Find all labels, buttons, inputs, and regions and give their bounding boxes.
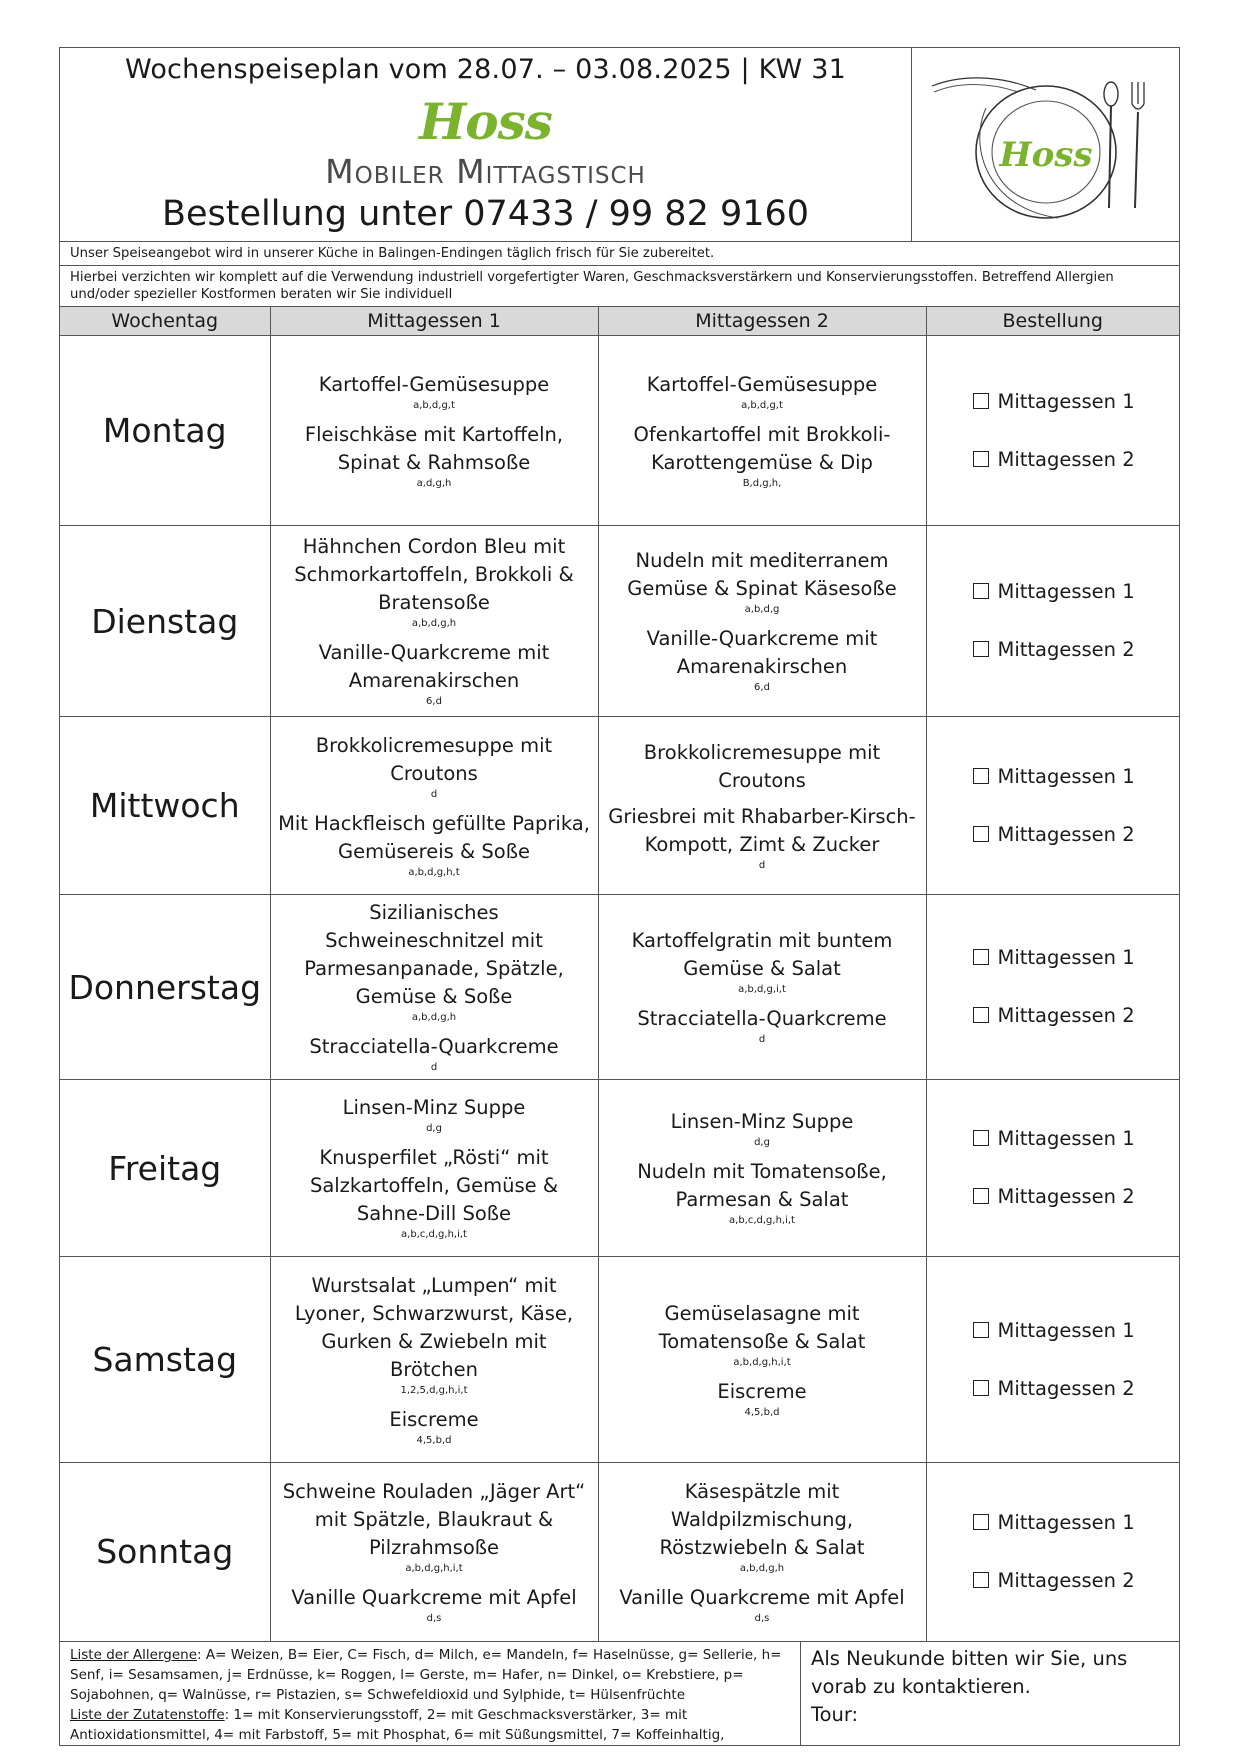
menu-body (60, 336, 1179, 1641)
order-option-label: Mittagessen 2 (997, 1376, 1135, 1400)
allergen-codes: a,b,c,d,g,h,i,t (729, 1215, 795, 1226)
allergen-codes: d (758, 859, 766, 871)
checkbox-icon[interactable] (973, 1322, 989, 1338)
additive-list: : 1= mit Konservierungsstoff, 2= mit Geschmacksverstärker, 3= mit Antioxidationsmittel, 4= mit Farbstoff, 5= mit Phosphat, 6= mit Süßungsmittel, 7= Koffeinhaltig, (70, 1706, 725, 1743)
meal-1-cell (270, 1257, 598, 1463)
dish-name: Vanille Quarkcreme mit Apfel (619, 1585, 905, 1609)
order-option-label: Mittagessen 2 (997, 1185, 1135, 1208)
checkbox-icon[interactable] (973, 1380, 989, 1396)
column-header-weekday: Wochentag (60, 307, 270, 336)
new-customer-block (801, 1642, 1179, 1745)
day-row-dienstag (60, 526, 1179, 717)
column-header-order: Bestellung (926, 307, 1179, 336)
checkbox-icon[interactable] (973, 1007, 989, 1023)
order-option-label: Mittagessen 1 (997, 580, 1135, 603)
dish-name: Kartoffel-Gemüsesuppe (318, 372, 550, 396)
order-option-2[interactable] (973, 1360, 1180, 1418)
meal-2-cell (598, 336, 926, 526)
dish-name: Nudeln mit Tomatensoße, Parmesan & Salat (637, 1160, 887, 1211)
order-option-2[interactable] (973, 987, 1180, 1045)
allergen-codes: d (430, 1062, 438, 1073)
checkbox-icon[interactable] (973, 1572, 989, 1588)
header (60, 48, 1179, 242)
order-option-label: Mittagessen 1 (997, 1127, 1135, 1150)
order-cell (926, 526, 1179, 717)
allergen-codes: a,b,d,g,h (411, 618, 457, 629)
order-option-label: Mittagessen 2 (997, 1004, 1135, 1027)
dish-name: Eiscreme (717, 1379, 807, 1403)
page-title: Wochenspeiseplan vom 28.07. – 03.08.2025 | KW 31 (125, 54, 846, 85)
order-option-2[interactable] (973, 621, 1180, 679)
allergen-codes: a,b,d,g,t (741, 399, 783, 411)
dish-name: Gemüselasagne mit Tomatensoße & Salat (658, 1301, 866, 1353)
day-row-mittwoch (60, 717, 1179, 895)
order-option-1[interactable] (973, 1302, 1180, 1360)
dish-name: Kartoffelgratin mit buntem Gemüse & Salat (631, 929, 893, 980)
allergen-codes: d,s (426, 1612, 442, 1624)
order-cell (926, 1463, 1179, 1641)
allergen-codes: d,g (426, 1123, 442, 1134)
order-option-2[interactable] (973, 806, 1180, 864)
allergen-codes: 6,d (754, 682, 770, 693)
checkbox-icon[interactable] (973, 393, 989, 409)
new-customer-note: Als Neukunde bitten wir Sie, uns vorab zu kontaktieren. (811, 1646, 1128, 1698)
order-option-1[interactable] (973, 1494, 1180, 1552)
meal-1-cell (270, 336, 598, 526)
checkbox-icon[interactable] (973, 1130, 989, 1146)
meal-1-cell (270, 526, 598, 717)
weekday-label: Donnerstag (60, 895, 270, 1080)
allergen-codes: a,d,g,h (416, 477, 452, 489)
order-option-label: Mittagessen 1 (997, 389, 1135, 413)
intro-line-1: Unser Speiseangebot wird in unserer Küche in Balingen-Endingen täglich frisch für Sie zubereitet. (60, 242, 1179, 266)
order-option-label: Mittagessen 1 (997, 1318, 1135, 1342)
allergen-codes: B,d,g,h, (742, 477, 782, 489)
brand-name: Mobiler Mittagstisch (325, 152, 646, 191)
allergen-codes: d (430, 788, 438, 800)
meal-2-cell (598, 1463, 926, 1641)
meal-2-cell (598, 717, 926, 895)
order-option-label: Mittagessen 1 (997, 764, 1135, 788)
order-cell (926, 1257, 1179, 1463)
order-cell (926, 895, 1179, 1080)
brand-logo-script: Hoss (419, 92, 552, 151)
allergen-codes: d (758, 1034, 766, 1045)
allergen-codes: 6,d (426, 696, 442, 707)
checkbox-icon[interactable] (973, 641, 989, 657)
allergen-codes: d,s (754, 1612, 770, 1624)
order-cell (926, 1080, 1179, 1257)
order-option-1[interactable] (973, 373, 1180, 431)
legend-block (60, 1642, 801, 1745)
day-row-sonntag (60, 1463, 1179, 1641)
dish-name: Käsespätzle mit Waldpilzmischung, Röstzwiebeln & Salat (659, 1479, 865, 1559)
checkbox-icon[interactable] (973, 826, 989, 842)
order-option-1[interactable] (973, 1110, 1180, 1168)
dish-name: Griesbrei mit Rhabarber-Kirsch-Kompott, Zimt & Zucker (608, 804, 916, 856)
order-option-2[interactable] (973, 1552, 1180, 1610)
meal-2-cell (598, 895, 926, 1080)
dish-name: Brokkolicremesuppe mit Croutons (643, 740, 881, 792)
logo-panel (912, 48, 1179, 241)
dish-name: Mit Hackfleisch gefüllte Paprika, Gemüsereis & Soße (278, 811, 590, 863)
allergen-list: : A= Weizen, B= Eier, C= Fisch, d= Milch, e= Mandeln, f= Haselnüsse, g= Sellerie, h= Senf, i= Sesamsamen, j= Erdnüsse, k= Roggen, l= Gerste, m= Hafer, n= Dinkel, o= Krebstiere, p= Sojabohnen, q= Walnüsse, r= Pistazien, s= Schwefeldioxid und Sylphide, t= Hülsenfrüchte (70, 1646, 782, 1703)
allergen-codes: 4,5,b,d (416, 1434, 452, 1446)
dish-name: Brokkolicremesuppe mit Croutons (315, 733, 553, 785)
meal-2-cell (598, 1257, 926, 1463)
intro-line-2: Hierbei verzichten wir komplett auf die Verwendung industriell vorgefertigter Waren, Geschmacksverstärkern und Konservierungsstoffen. Betreffend Allergien und/oder spezieller Kostformen beraten wir Sie individuell (70, 270, 1114, 302)
menu-sheet (59, 47, 1180, 1746)
dish-name: Schweine Rouladen „Jäger Art“ mit Spätzle, Blaukraut & Pilzrahmsoße (282, 1479, 586, 1559)
meal-2-cell (598, 1080, 926, 1257)
day-row-donnerstag (60, 895, 1179, 1080)
weekday-label: Sonntag (60, 1463, 270, 1641)
weekday-label: Samstag (60, 1257, 270, 1463)
dish-name: Wurstsalat „Lumpen“ mit Lyoner, Schwarzwurst, Käse, Gurken & Zwiebeln mit Brötchen (294, 1273, 574, 1381)
allergen-codes: a,b,d,g,h,i,t (733, 1356, 791, 1368)
day-row-freitag (60, 1080, 1179, 1257)
dish-name: Stracciatella-Quarkcreme (309, 1035, 559, 1058)
dish-name: Hähnchen Cordon Bleu mit Schmorkartoffeln, Brokkoli & Bratensoße (294, 535, 574, 614)
tour-label: Tour: (811, 1702, 859, 1726)
allergen-codes: a,b,d,g,h (739, 1562, 785, 1574)
dish-name: Vanille-Quarkcreme mit Amarenakirschen (318, 641, 550, 692)
dish-name: Nudeln mit mediterranem Gemüse & Spinat Käsesoße (627, 549, 897, 600)
day-row-samstag (60, 1257, 1179, 1463)
footer (60, 1641, 1179, 1745)
dish-name: Vanille Quarkcreme mit Apfel (291, 1585, 577, 1609)
checkbox-icon[interactable] (973, 768, 989, 784)
allergen-codes: 4,5,b,d (744, 1406, 780, 1418)
header-title-block (60, 48, 912, 241)
meal-1-cell (270, 1080, 598, 1257)
allergen-codes: 1,2,5,d,g,h,i,t (400, 1384, 468, 1396)
order-option-2[interactable] (973, 1168, 1180, 1226)
meal-1-cell (270, 895, 598, 1080)
meal-2-cell (598, 526, 926, 717)
allergen-codes: a,b,d,g,h,i,t (405, 1562, 463, 1574)
checkbox-icon[interactable] (973, 1188, 989, 1204)
order-option-1[interactable] (973, 929, 1180, 987)
allergen-codes: a,b,d,g,i,t (738, 984, 786, 995)
logo-text: Hoss (999, 135, 1093, 175)
checkbox-icon[interactable] (973, 949, 989, 965)
allergen-codes: d,g (754, 1137, 770, 1148)
allergen-codes: a,b,d,g (744, 604, 780, 615)
meal-1-cell (270, 717, 598, 895)
dish-name: Stracciatella-Quarkcreme (637, 1007, 887, 1030)
dish-name: Ofenkartoffel mit Brokkoli-Karottengemüse & Dip (633, 422, 891, 474)
dish-name: Knusperfilet „Rösti“ mit Salzkartoffeln, Gemüse & Sahne-Dill Soße (309, 1146, 559, 1225)
weekday-label: Dienstag (60, 526, 270, 717)
order-option-2[interactable] (973, 431, 1180, 489)
dish-name: Linsen-Minz Suppe (670, 1110, 854, 1133)
weekday-label: Montag (60, 336, 270, 526)
checkbox-icon[interactable] (973, 1514, 989, 1530)
dish-name: Fleischkäse mit Kartoffeln, Spinat & Rahmsoße (304, 422, 564, 474)
order-option-label: Mittagessen 2 (997, 447, 1135, 471)
day-row-montag (60, 336, 1179, 526)
order-option-label: Mittagessen 1 (997, 1510, 1135, 1534)
order-option-label: Mittagessen 2 (997, 822, 1135, 846)
checkbox-icon[interactable] (973, 583, 989, 599)
dish-name: Eiscreme (389, 1407, 479, 1431)
dish-name: Sizilianisches Schweineschnitzel mit Parmesanpanade, Spätzle, Gemüse & Soße (304, 901, 564, 1008)
meal-1-cell (270, 1463, 598, 1641)
allergen-codes: a,b,d,g,h (411, 1012, 457, 1023)
dish-name: Linsen-Minz Suppe (342, 1096, 526, 1119)
order-option-label: Mittagessen 2 (997, 638, 1135, 661)
additive-heading: Liste der Zutatenstoffe (70, 1706, 225, 1723)
allergen-codes: a,b,d,g,h,t (408, 866, 460, 878)
order-phone-line: Bestellung unter 07433 / 99 82 9160 (161, 194, 810, 234)
order-option-1[interactable] (973, 748, 1180, 806)
allergen-codes: a,b,d,g,t (413, 399, 455, 411)
order-option-label: Mittagessen 1 (997, 946, 1135, 969)
checkbox-icon[interactable] (973, 451, 989, 467)
allergen-heading: Liste der Allergene (70, 1646, 198, 1663)
order-option-1[interactable] (973, 563, 1180, 621)
order-option-label: Mittagessen 2 (997, 1568, 1135, 1592)
weekday-label: Freitag (60, 1080, 270, 1257)
column-header-meal2: Mittagessen 2 (598, 307, 926, 336)
plate-cutlery-logo-icon (928, 68, 1168, 228)
allergen-codes: a,b,c,d,g,h,i,t (401, 1229, 467, 1240)
dish-name: Kartoffel-Gemüsesuppe (646, 372, 878, 396)
weekday-label: Mittwoch (60, 717, 270, 895)
order-cell (926, 336, 1179, 526)
table-header-row (60, 307, 1179, 336)
order-cell (926, 717, 1179, 895)
dish-name: Vanille-Quarkcreme mit Amarenakirschen (646, 627, 878, 678)
column-header-meal1: Mittagessen 1 (270, 307, 598, 336)
menu-table (60, 306, 1179, 1641)
